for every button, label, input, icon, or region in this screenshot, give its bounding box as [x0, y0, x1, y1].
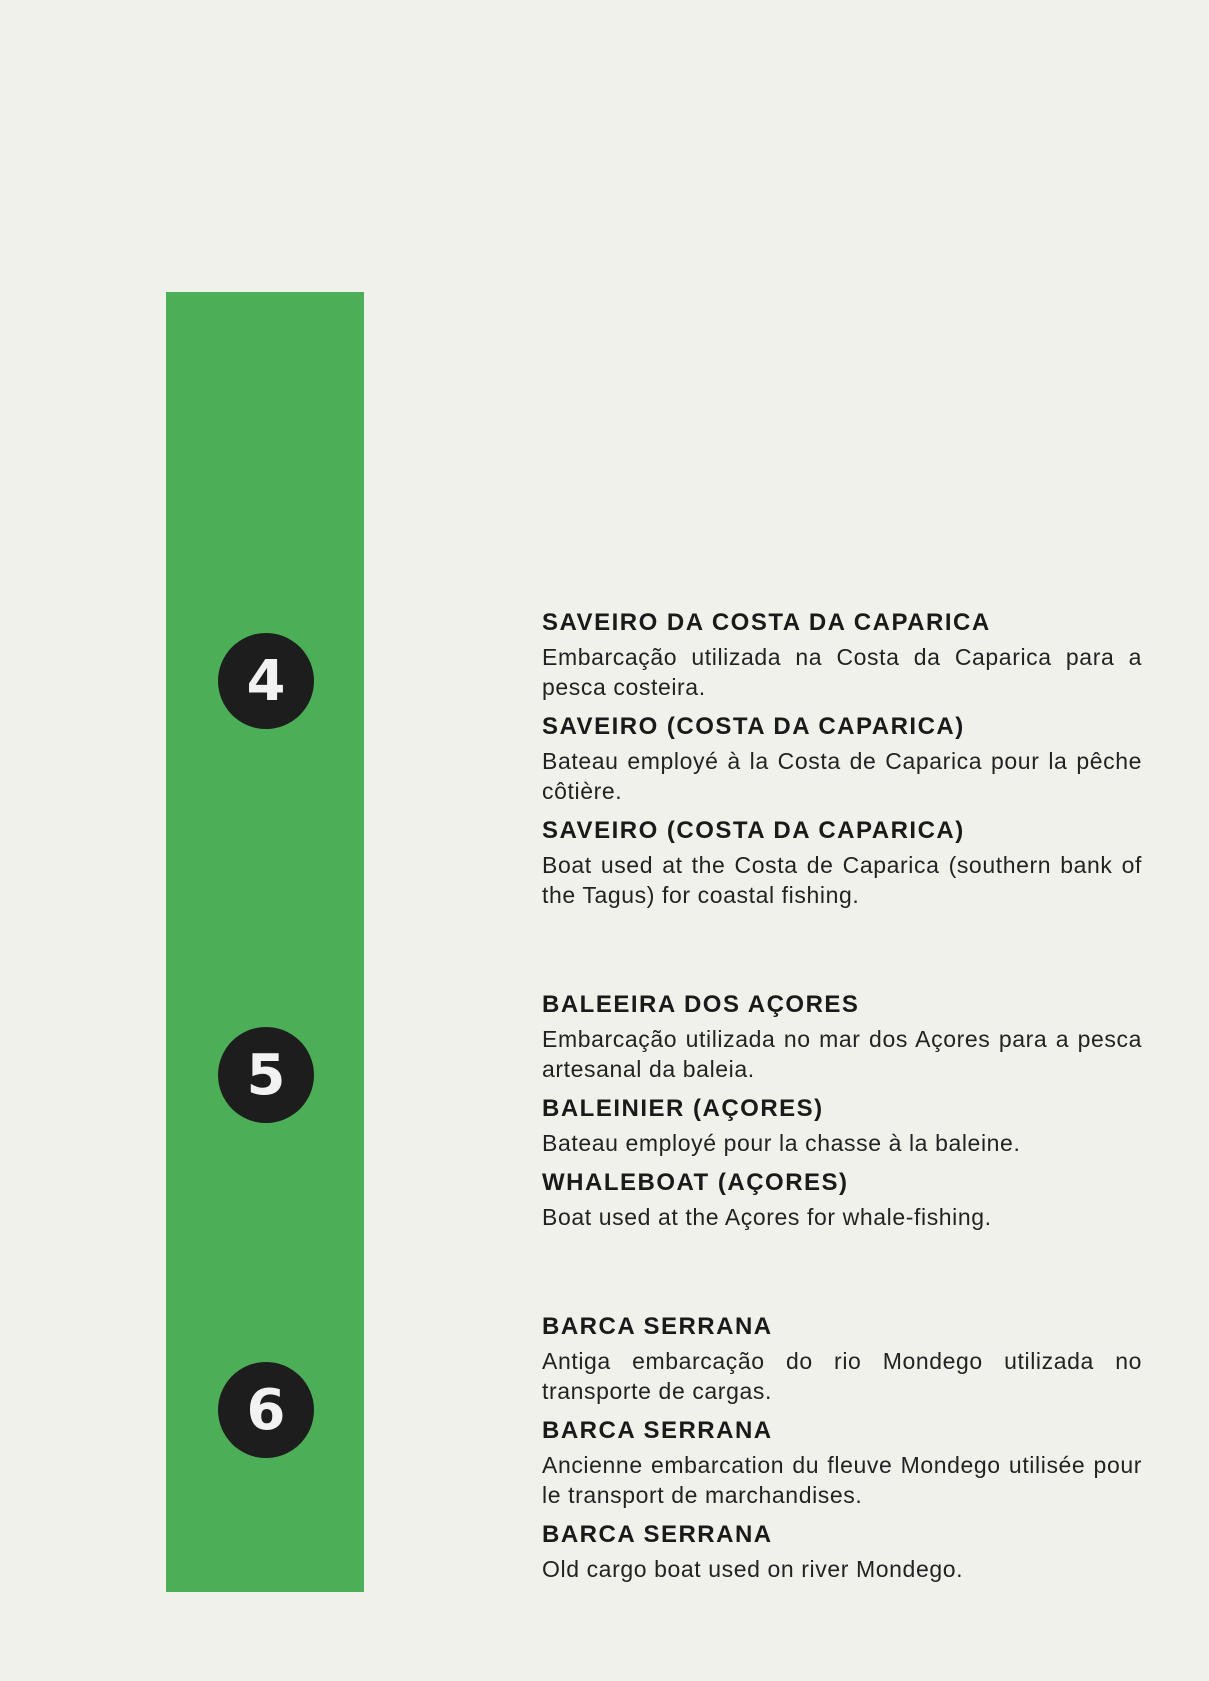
description-en: Boat used at the Costa de Caparica (southern bank of the Tagus) for coastal fishing. — [542, 852, 1142, 908]
description-en: Old cargo boat used on river Mondego. — [542, 1556, 964, 1582]
heading-pt: BARCA SERRANA — [542, 1313, 773, 1340]
description-pt: Embarcação utilizada na Costa da Caparica para a pesca costeira. — [542, 644, 1142, 700]
heading-fr: SAVEIRO (COSTA DA CAPARICA) — [542, 713, 965, 740]
section-5-text — [542, 990, 1142, 1242]
heading-en: BARCA SERRANA — [542, 1521, 773, 1548]
heading-pt: BALEEIRA DOS AÇORES — [542, 991, 860, 1018]
heading-fr: BALEINIER (AÇORES) — [542, 1095, 824, 1122]
description-pt: Antiga embarcação do rio Mondego utilizada no transporte de cargas. — [542, 1348, 1142, 1404]
section-4-text — [542, 608, 1142, 920]
heading-en: WHALEBOAT (AÇORES) — [542, 1169, 849, 1196]
section-6-text — [542, 1312, 1142, 1594]
heading-en: SAVEIRO (COSTA DA CAPARICA) — [542, 817, 965, 844]
section-number-badge-6: 6 — [218, 1362, 314, 1458]
description-pt: Embarcação utilizada no mar dos Açores para a pesca artesanal da baleia. — [542, 1026, 1142, 1082]
heading-pt: SAVEIRO DA COSTA DA CAPARICA — [542, 609, 991, 636]
description-fr: Bateau employé pour la chasse à la baleine. — [542, 1130, 1021, 1156]
description-fr: Ancienne embarcation du fleuve Mondego utilisée pour le transport de marchandises. — [542, 1452, 1142, 1508]
section-number-badge-4: 4 — [218, 633, 314, 729]
description-fr: Bateau employé à la Costa de Caparica pour la pêche côtière. — [542, 748, 1142, 804]
heading-fr: BARCA SERRANA — [542, 1417, 773, 1444]
description-en: Boat used at the Açores for whale-fishing. — [542, 1204, 992, 1230]
section-number-badge-5: 5 — [218, 1027, 314, 1123]
